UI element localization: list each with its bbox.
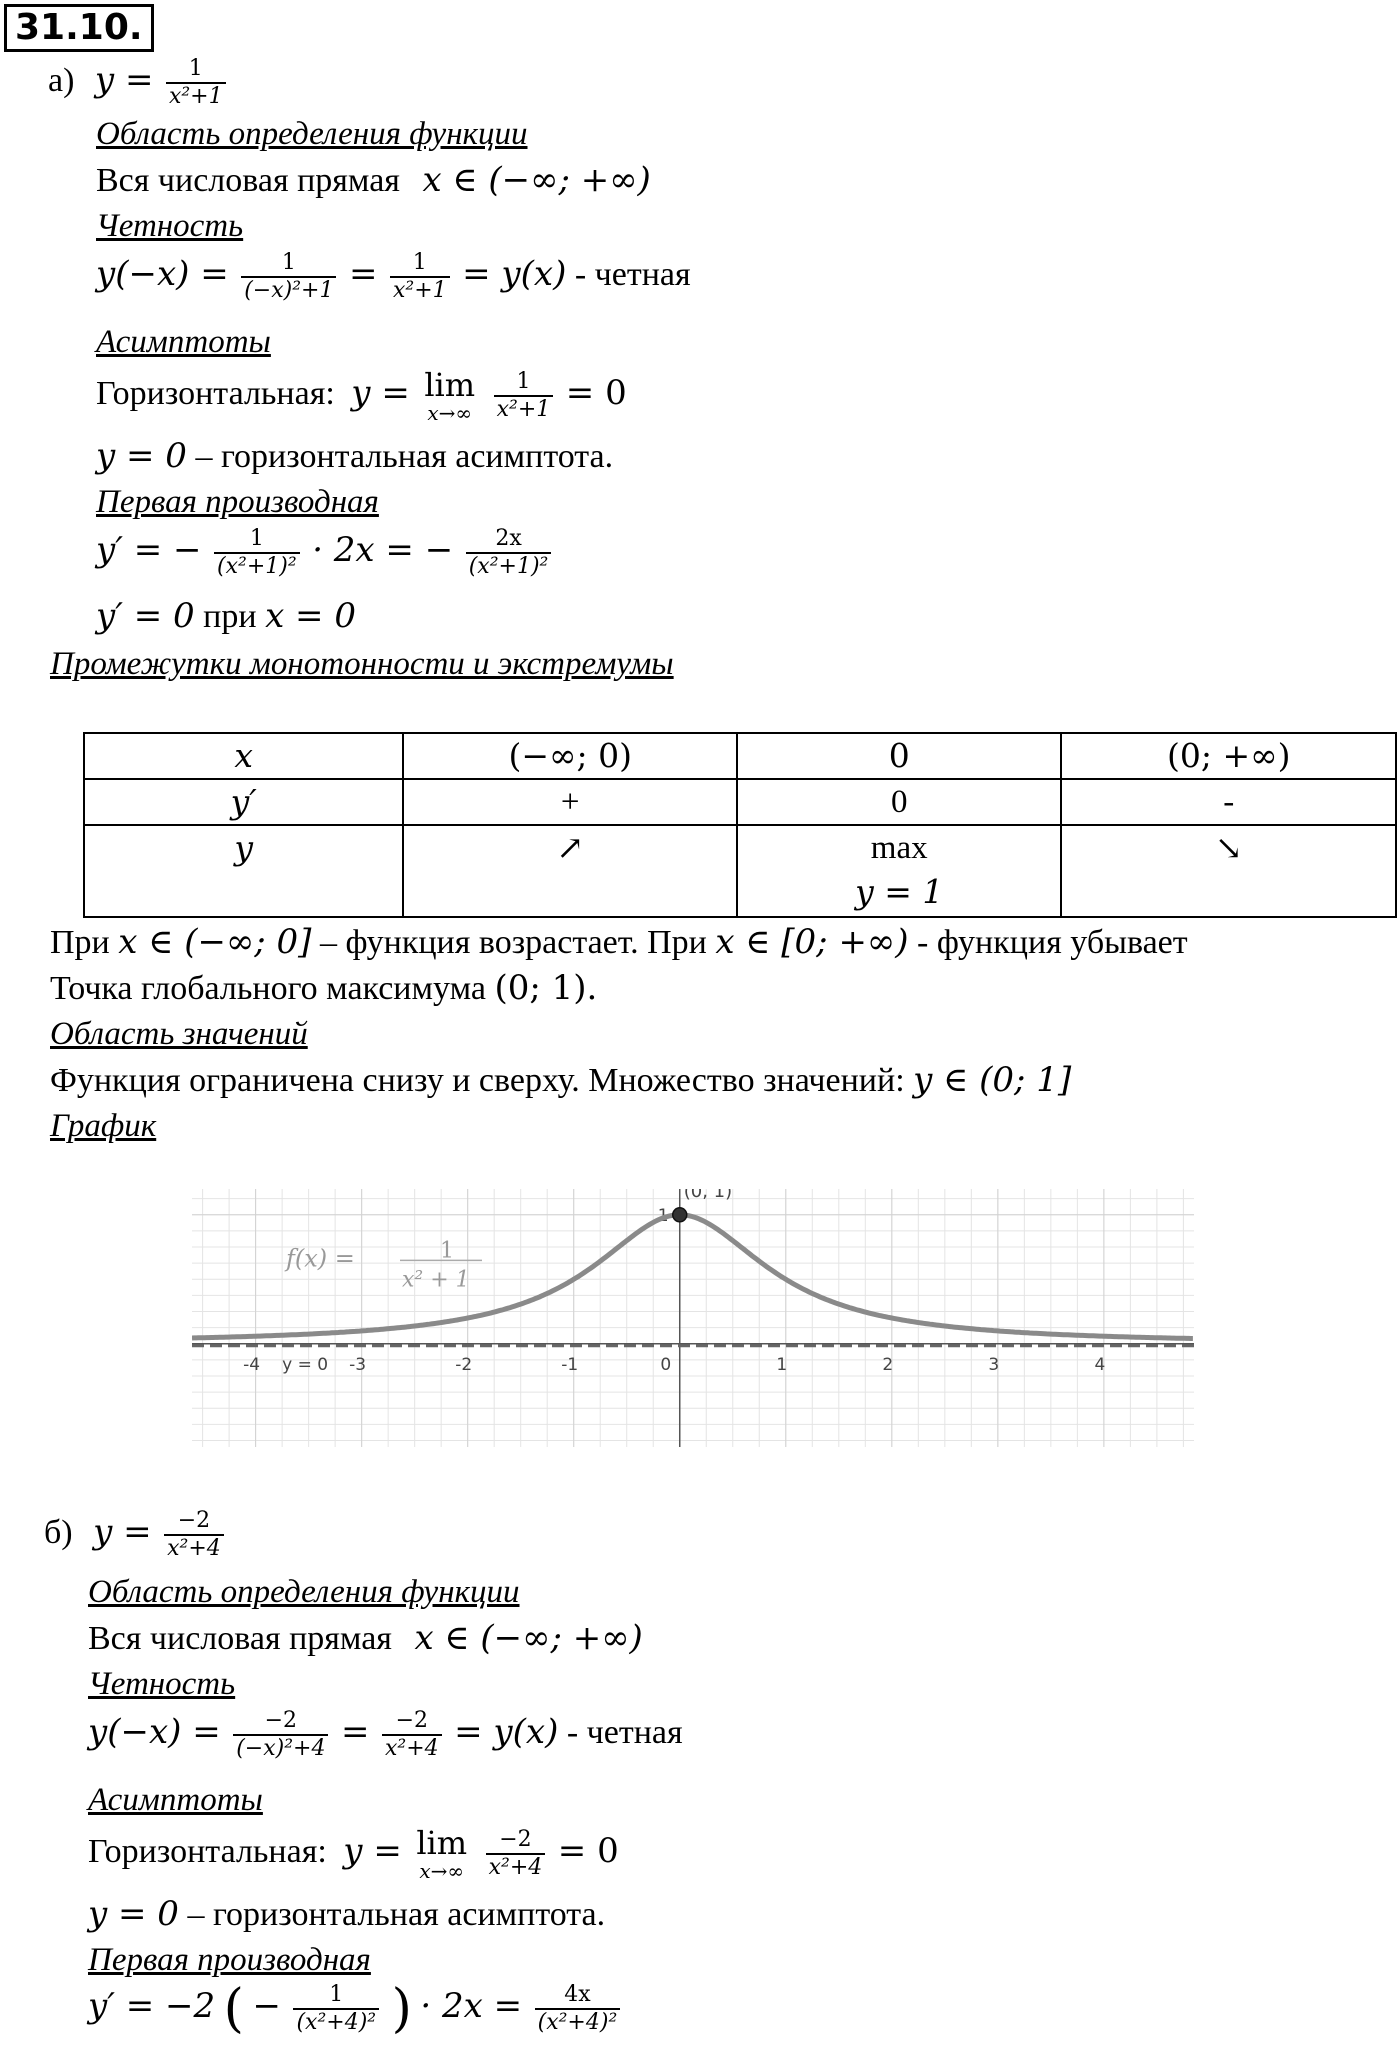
graph-svg [192,1189,1194,1447]
monotonicity-heading: Промежутки монотонности и экстремумы [50,646,674,682]
x-tick-label: -4 [243,1354,261,1375]
max-point-line: Точка глобального максимума (0; 1). [50,968,598,1008]
table-row [84,779,1396,825]
parity-heading-a: Четность [96,208,244,244]
derivative-zero-a: y′ = 0 при x = 0 [96,596,356,636]
max-label: max [870,830,928,866]
max-value: y = 1 [855,872,944,911]
asymptote-heading-b: Асимптоты [88,1782,263,1818]
function-label-denominator: x² + 1 [402,1267,470,1293]
part-b-function: б) y = $\frac{-2}{\text{x²+4}}$ [44,1508,228,1562]
table-cell: 0 [737,779,1062,825]
x-tick-label: 1 [776,1354,788,1375]
asymptote-result-a: y = 0 – горизонтальная асимптота. [96,436,614,476]
func-lhs: y = [94,59,154,100]
asymptote-heading-a: Асимптоты [96,324,271,360]
increasing-arrow-icon: ↗ [403,825,737,917]
table-cell: x [84,733,403,779]
asymptote-label: y = 0 [282,1354,329,1375]
parity-line-b: y(−x) = $\frac{-2}{\text{(−x)²+4}}$ = $\frac{-2}{\text{x²+4}}$ = y(x) - четная [88,1708,683,1761]
table-row [84,733,1396,779]
part-a-function [48,56,230,110]
x-tick-label: -3 [349,1354,367,1375]
table-cell: y′ [84,779,403,825]
table-cell: (−∞; 0) [403,733,737,779]
x-tick-label: 4 [1094,1354,1106,1375]
asymptote-result-b: y = 0 – горизонтальная асимптота. [88,1894,606,1934]
point-label: (0, 1) [683,1189,733,1202]
y-tick-label: 1 [657,1205,669,1226]
table-cell: (0; +∞) [1061,733,1396,779]
parity-heading-b: Четность [88,1666,236,1702]
domain-heading-a: Область определения функции [96,116,528,152]
x-tick-label: -1 [561,1354,579,1375]
x-tick-label: -2 [455,1354,473,1375]
range-line: Функция ограничена снизу и сверху. Множество значений: y ∈ (0; 1] [50,1060,1072,1100]
monotonicity-table [83,732,1397,918]
asymptote-line-b: Горизонтальная: y = lim x→∞ $\frac{-2}{\text{x²+4}}$ = 0 [88,1824,619,1883]
x-tick-label: 3 [988,1354,1000,1375]
domain-heading-b: Область определения функции [88,1574,520,1610]
table-cell: 0 [737,733,1062,779]
table-cell: + [403,779,737,825]
table-cell: y [84,825,403,917]
domain-line-a: Вся числовая прямая x ∈ (−∞; +∞) [96,160,651,200]
derivative-heading-a: Первая производная [96,484,379,520]
part-b-label: б) [44,1513,73,1551]
table-cell [737,825,1062,917]
asymptote-line-a: Горизонтальная: y = lim x→∞ $\frac{1}{\text{x²+1}}$ = 0 [96,366,627,425]
decreasing-arrow-icon: ↘ [1061,825,1396,917]
function-label: f(x) = [286,1244,355,1273]
range-heading: Область значений [50,1016,308,1052]
parity-line-a: y(−x) = $\frac{1}{\text{(−x)²+1}}$ = $\frac{1}{\text{x²+1}}$ = y(x) - четная [96,250,691,303]
graph-heading: График [50,1108,157,1144]
derivative-line-b: y′ = −2 ( − $\frac{1}{\text{(x²+4)²}}$ ) · 2x = $\frac{4x}{\text{(x²+4)²}}$ [88,1982,624,2036]
part-a-label: а) [48,61,75,99]
x-tick-label: 2 [882,1354,894,1375]
domain-line-b: Вся числовая прямая x ∈ (−∞; +∞) [88,1618,643,1658]
derivative-line-a: y′ = − $\frac{1}{\text{(x²+1)²}}$ · 2x = − $\frac{2x}{\text{(x²+1)²}}$ [96,526,555,580]
max-point-marker [673,1208,687,1222]
function-graph [192,1189,1194,1447]
problem-number: 31.10. [4,4,154,52]
monotonicity-summary: При x ∈ (−∞; 0] – функция возрастает. При x ∈ [0; +∞) - функция убывает [50,922,1188,962]
function-label-numerator: 1 [440,1238,454,1264]
table-row [84,825,1396,917]
function-curve [192,1215,1193,1339]
x-tick-label: 0 [660,1354,672,1375]
func-fraction: $\frac{1}{\text{x²+1}}$ [166,56,226,110]
derivative-heading-b: Первая производная [88,1942,371,1978]
table-cell: - [1061,779,1396,825]
